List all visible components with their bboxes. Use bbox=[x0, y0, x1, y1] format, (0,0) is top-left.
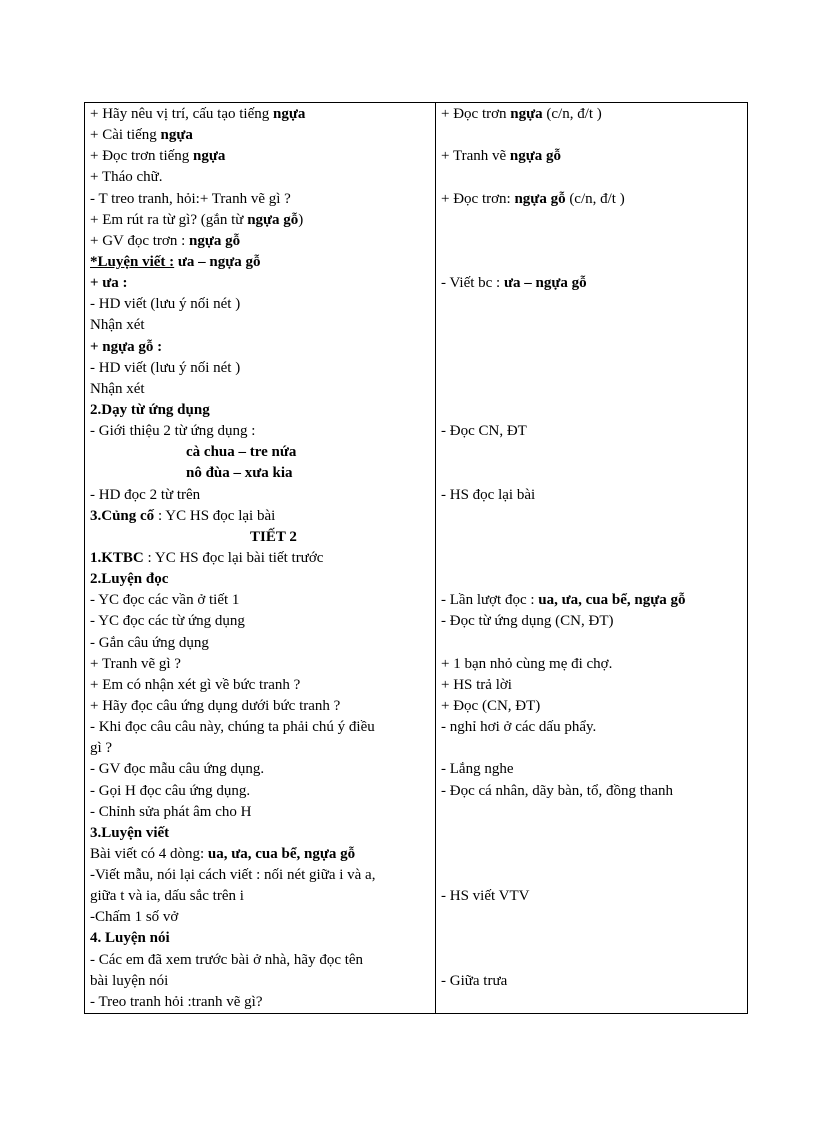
student-text: (c/n, đ/t ) bbox=[565, 190, 625, 207]
column-divider bbox=[435, 103, 436, 1013]
teacher-text: ngựa bbox=[273, 106, 306, 122]
teacher-activities-column bbox=[90, 104, 432, 1013]
student-line bbox=[441, 633, 746, 654]
teacher-text: ngựa bbox=[193, 148, 226, 165]
student-text: + Đọc (CN, ĐT) bbox=[441, 697, 541, 714]
teacher-line bbox=[90, 210, 432, 231]
teacher-text: -Chấm 1 số vở bbox=[90, 909, 179, 926]
student-line bbox=[441, 738, 746, 759]
teacher-text: ngựa gỗ bbox=[247, 211, 299, 228]
student-line bbox=[441, 125, 746, 146]
student-line bbox=[441, 358, 746, 379]
student-activities-column bbox=[441, 104, 746, 1013]
teacher-text: cà chua – tre nứa bbox=[186, 444, 297, 461]
student-line bbox=[441, 548, 746, 569]
teacher-line bbox=[90, 485, 432, 506]
teacher-text: + Cài tiếng bbox=[90, 127, 161, 144]
teacher-text: gì ? bbox=[90, 740, 113, 757]
student-text: - Lắng nghe bbox=[441, 761, 514, 778]
teacher-text: : YC HS đọc lại bài bbox=[154, 507, 276, 524]
student-line bbox=[441, 802, 746, 823]
teacher-line bbox=[90, 506, 432, 527]
teacher-line bbox=[90, 421, 432, 442]
teacher-text: Nhận xét bbox=[90, 317, 145, 334]
student-text: + HS trả lời bbox=[441, 676, 512, 693]
student-line bbox=[441, 379, 746, 400]
student-line bbox=[441, 485, 746, 506]
student-line bbox=[441, 611, 746, 632]
student-line bbox=[441, 527, 746, 548]
teacher-line bbox=[90, 950, 432, 971]
teacher-line bbox=[90, 844, 432, 865]
teacher-text: - Các em đã xem trước bài ở nhà, hãy đọc tên bbox=[90, 951, 364, 968]
student-text: - HS viết VTV bbox=[441, 888, 530, 905]
teacher-text: - Gọi H đọc câu ứng dụng. bbox=[90, 782, 251, 799]
student-text: ua, ưa, cua bể, ngựa gỗ bbox=[538, 592, 686, 609]
teacher-text: + Tranh vẽ gì ? bbox=[90, 655, 181, 672]
teacher-line bbox=[90, 337, 432, 358]
teacher-text: Nhận xét bbox=[90, 380, 145, 397]
student-line bbox=[441, 569, 746, 590]
teacher-text: - Gắn câu ứng dụng bbox=[90, 634, 209, 651]
teacher-text: TIẾT 2 bbox=[250, 528, 297, 545]
teacher-text: - HD viết (lưu ý nối nét ) bbox=[90, 359, 241, 376]
teacher-text: - GV đọc mẫu câu ứng dụng. bbox=[90, 761, 265, 778]
teacher-line bbox=[90, 358, 432, 379]
teacher-text: + ưa : bbox=[90, 275, 128, 292]
student-text: ưa – ngựa gỗ bbox=[503, 275, 587, 292]
student-line bbox=[441, 104, 746, 125]
student-text: + Tranh vẽ bbox=[441, 148, 510, 165]
teacher-text: + Em có nhận xét gì về bức tranh ? bbox=[90, 676, 301, 693]
teacher-line bbox=[90, 823, 432, 844]
teacher-line bbox=[90, 273, 432, 294]
teacher-line bbox=[90, 294, 432, 315]
student-text: ngựa bbox=[510, 106, 543, 122]
student-line bbox=[441, 675, 746, 696]
teacher-text: + Hãy đọc câu ứng dụng dưới bức tranh ? bbox=[90, 697, 341, 714]
teacher-text: ua, ưa, cua bể, ngựa gỗ bbox=[207, 845, 356, 862]
teacher-text: - HD viết (lưu ý nối nét ) bbox=[90, 296, 241, 313]
student-line bbox=[441, 928, 746, 949]
teacher-line bbox=[90, 865, 432, 886]
teacher-text: *Luyện viết : bbox=[90, 253, 175, 270]
student-line bbox=[441, 442, 746, 463]
student-text: - Giữa trưa bbox=[441, 972, 508, 989]
student-line bbox=[441, 421, 746, 442]
student-line bbox=[441, 971, 746, 992]
student-line bbox=[441, 506, 746, 527]
teacher-line bbox=[90, 675, 432, 696]
teacher-line bbox=[90, 104, 432, 125]
teacher-text: - Giới thiệu 2 từ ứng dụng : bbox=[90, 423, 256, 440]
teacher-line bbox=[90, 802, 432, 823]
student-line bbox=[441, 844, 746, 865]
teacher-text: ngựa bbox=[160, 127, 193, 144]
teacher-text: 3.Luyện viết bbox=[90, 824, 170, 841]
student-line bbox=[441, 950, 746, 971]
teacher-text: giữa t và ia, dấu sắc trên i bbox=[90, 888, 244, 905]
student-line bbox=[441, 189, 746, 210]
student-line bbox=[441, 167, 746, 188]
student-line bbox=[441, 231, 746, 252]
student-line bbox=[441, 865, 746, 886]
teacher-text: + Tháo chữ. bbox=[90, 169, 163, 186]
teacher-text: 4. Luyện nói bbox=[90, 930, 170, 947]
teacher-line bbox=[90, 886, 432, 907]
teacher-text: ngựa gỗ bbox=[189, 232, 241, 249]
student-text: - nghỉ hơi ở các dấu phẩy. bbox=[441, 719, 597, 736]
teacher-line bbox=[90, 759, 432, 780]
student-text: - Viết bc : bbox=[441, 275, 504, 292]
lesson-plan-table bbox=[84, 102, 748, 1014]
student-line bbox=[441, 315, 746, 336]
teacher-text: + Em rút ra từ gì? (gắn từ bbox=[90, 211, 248, 228]
teacher-line bbox=[90, 738, 432, 759]
teacher-text: - Chỉnh sửa phát âm cho H bbox=[90, 803, 252, 820]
teacher-text: 1.KTBC bbox=[90, 549, 144, 566]
teacher-line bbox=[90, 231, 432, 252]
student-text: ngựa gỗ bbox=[514, 190, 566, 207]
teacher-text: - Khi đọc câu câu này, chúng ta phải chú ý điều bbox=[90, 719, 375, 736]
teacher-line bbox=[90, 590, 432, 611]
teacher-text: - YC đọc các từ ứng dụng bbox=[90, 613, 245, 630]
teacher-line bbox=[90, 696, 432, 717]
teacher-text: 3.Củng cố bbox=[90, 507, 155, 524]
teacher-text: - YC đọc các vần ở tiết 1 bbox=[90, 592, 240, 609]
student-line bbox=[441, 294, 746, 315]
teacher-line bbox=[90, 146, 432, 167]
student-line bbox=[441, 463, 746, 484]
teacher-text: + GV đọc trơn : bbox=[90, 232, 190, 249]
teacher-line bbox=[90, 252, 432, 273]
teacher-line bbox=[90, 189, 432, 210]
teacher-text: 2.Luyện đọc bbox=[90, 571, 169, 588]
student-line bbox=[441, 781, 746, 802]
teacher-line bbox=[90, 971, 432, 992]
teacher-text: -Viết mẫu, nói lại cách viết : nối nét giữa i và a, bbox=[90, 867, 376, 884]
student-line bbox=[441, 590, 746, 611]
student-line bbox=[441, 337, 746, 358]
student-text: - Đọc CN, ĐT bbox=[441, 423, 527, 440]
teacher-line bbox=[90, 548, 432, 569]
teacher-line bbox=[90, 527, 432, 548]
teacher-text: ) bbox=[298, 211, 304, 228]
student-line bbox=[441, 252, 746, 273]
teacher-line bbox=[90, 654, 432, 675]
student-text: + Đọc trơn bbox=[441, 106, 511, 122]
student-line bbox=[441, 696, 746, 717]
teacher-line bbox=[90, 928, 432, 949]
student-line bbox=[441, 992, 746, 1013]
teacher-text: + Đọc trơn tiếng bbox=[90, 148, 194, 165]
teacher-text: - Treo tranh hỏi :tranh vẽ gì? bbox=[90, 993, 263, 1010]
student-line bbox=[441, 886, 746, 907]
teacher-line bbox=[90, 781, 432, 802]
student-line bbox=[441, 654, 746, 675]
student-text: ngựa gỗ bbox=[509, 148, 561, 165]
student-line bbox=[441, 273, 746, 294]
student-text: + 1 bạn nhỏ cùng mẹ đi chợ. bbox=[441, 655, 613, 672]
student-line bbox=[441, 907, 746, 928]
teacher-text: - HD đọc 2 từ trên bbox=[90, 486, 201, 503]
student-text: - Đọc từ ứng dụng (CN, ĐT) bbox=[441, 613, 614, 630]
teacher-line bbox=[90, 569, 432, 590]
teacher-text: : YC HS đọc lại bài tiết trước bbox=[143, 549, 324, 566]
teacher-text: + Hãy nêu vị trí, cấu tạo tiếng bbox=[90, 106, 273, 122]
student-text: - Lần lượt đọc : bbox=[441, 592, 539, 609]
teacher-line bbox=[90, 167, 432, 188]
teacher-text: bài luyện nói bbox=[90, 972, 169, 989]
teacher-line bbox=[90, 992, 432, 1013]
teacher-text: - T treo tranh, hỏi:+ Tranh vẽ gì ? bbox=[90, 190, 291, 207]
student-line bbox=[441, 210, 746, 231]
student-text: + Đọc trơn: bbox=[441, 190, 515, 207]
teacher-line bbox=[90, 442, 432, 463]
student-text: (c/n, đ/t ) bbox=[542, 106, 602, 122]
teacher-line bbox=[90, 379, 432, 400]
teacher-line bbox=[90, 463, 432, 484]
teacher-text: Bài viết có 4 dòng: bbox=[90, 845, 208, 862]
teacher-line bbox=[90, 717, 432, 738]
teacher-text: nô đùa – xưa kia bbox=[186, 465, 293, 482]
teacher-line bbox=[90, 125, 432, 146]
teacher-text: ưa – ngựa gỗ bbox=[174, 253, 261, 270]
teacher-line bbox=[90, 633, 432, 654]
teacher-text: + ngựa gỗ : bbox=[90, 338, 163, 355]
teacher-line bbox=[90, 907, 432, 928]
student-text: - Đọc cá nhân, dãy bàn, tổ, đồng thanh bbox=[441, 782, 674, 799]
student-line bbox=[441, 717, 746, 738]
student-line bbox=[441, 400, 746, 421]
teacher-line bbox=[90, 400, 432, 421]
student-line bbox=[441, 146, 746, 167]
teacher-line bbox=[90, 315, 432, 336]
student-line bbox=[441, 823, 746, 844]
teacher-text: 2.Dạy từ ứng dụng bbox=[90, 401, 210, 418]
teacher-line bbox=[90, 611, 432, 632]
student-text: - HS đọc lại bài bbox=[441, 486, 536, 503]
student-line bbox=[441, 759, 746, 780]
